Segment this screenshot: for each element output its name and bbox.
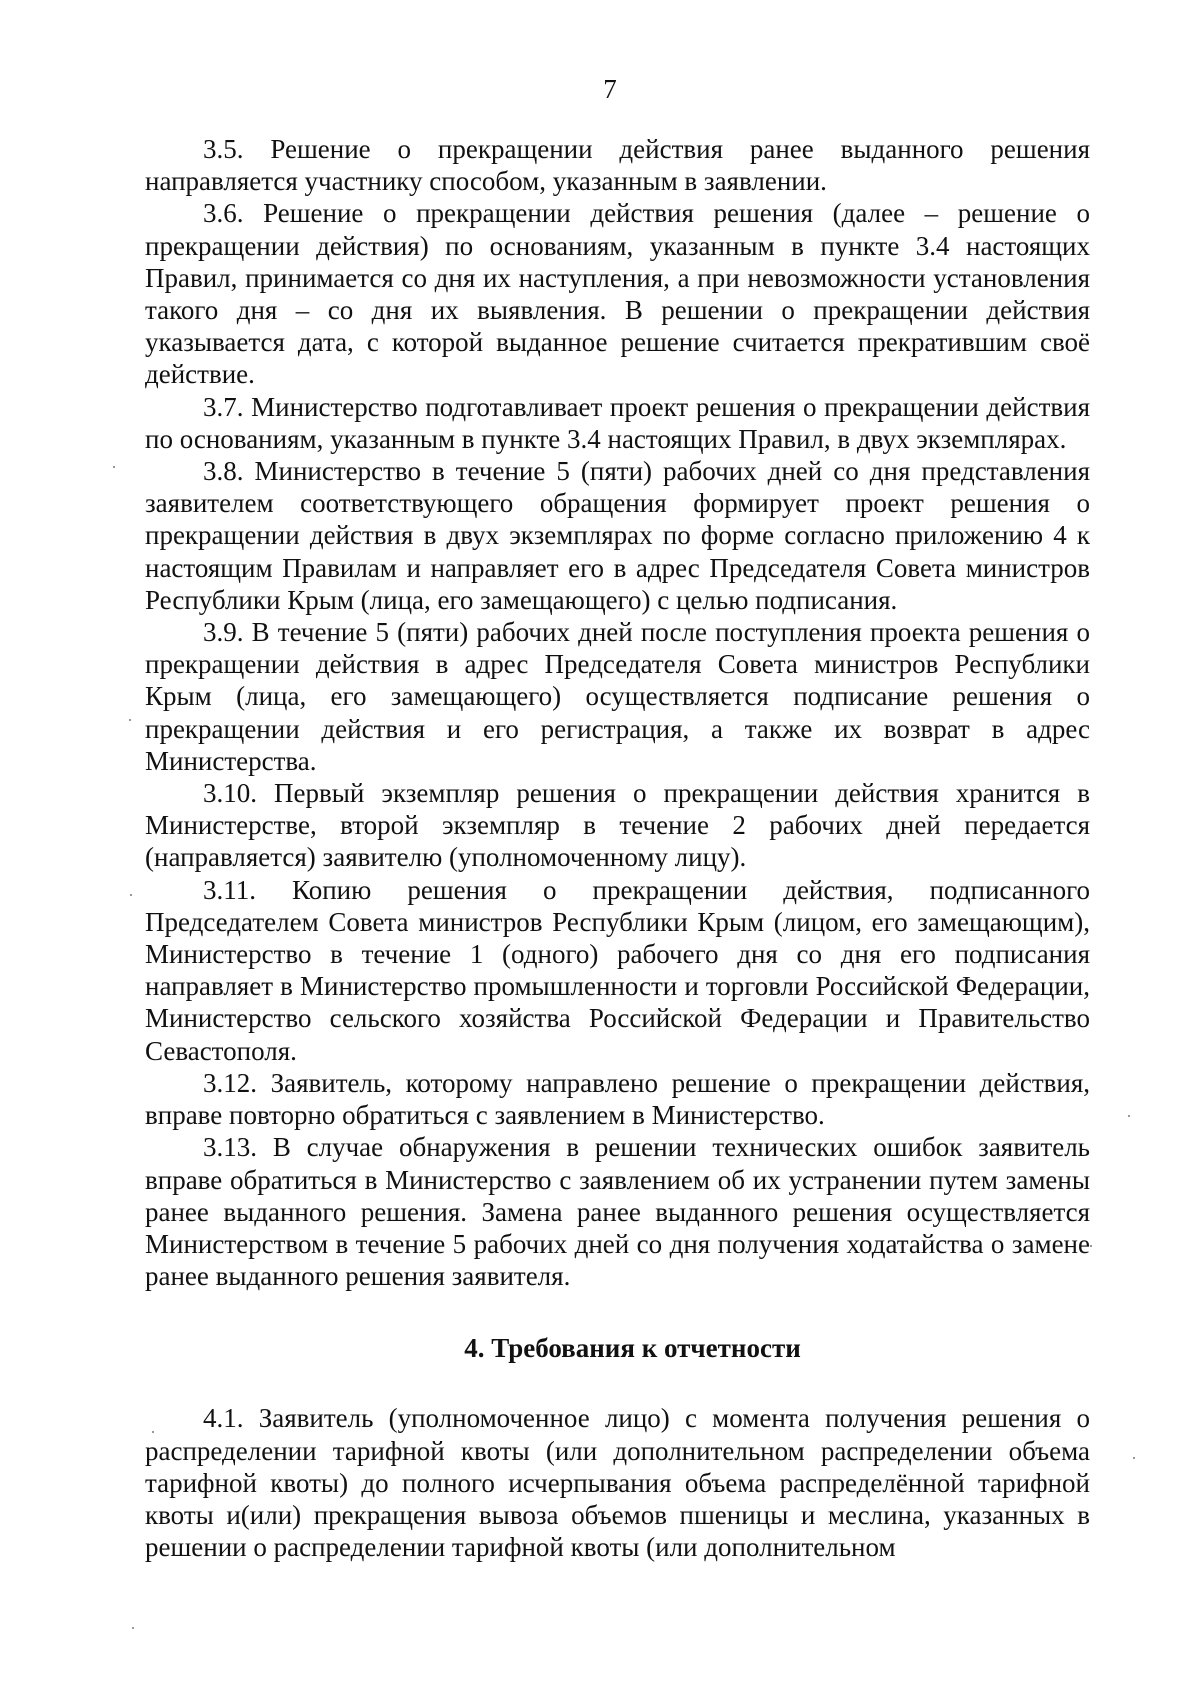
paragraph-3-6: 3.6. Решение о прекращении действия решения (далее – решение о прекращении действия) по основаниям, указанным в пункте 3.4 настоящих Правил, принимается со дня их наступления, а при невозможности установления такого дня – со дня их выявления. В решении о прекращении действия указывается дата, с которой выданное решение считается прекратившим своё действие.	[145, 198, 1090, 390]
paragraph-3-9: 3.9. В течение 5 (пяти) рабочих дней после поступления проекта решения о прекращении действия в адрес Председателя Совета министров Республики Крым (лица, его замещающего) осуществляется подписание решения о прекращении действия и его регистрация, а также их возврат в адрес Министерства.	[145, 617, 1090, 776]
scan-speck	[1133, 1457, 1135, 1459]
paragraph-3-12: 3.12. Заявитель, которому направлено решение о прекращении действия, вправе повторно обратиться с заявлением в Министерство.	[145, 1067, 1090, 1131]
paragraph-3-8: 3.8. Министерство в течение 5 (пяти) рабочих дней со дня представления заявителем соответствующего обращения формирует проект решения о прекращении действия в двух экземплярах по форме согласно приложению 4 к настоящим Правилам и направляет его в адрес Председателя Совета министров Республики Крым (лица, его замещающего) с целью подписания.	[145, 456, 1090, 615]
paragraph-3-7: 3.7. Министерство подготавливает проект решения о прекращении действия по основаниям, указанным в пункте 3.4 настоящих Правил, в двух экземплярах.	[145, 391, 1090, 454]
paragraph-3-5: 3.5. Решение о прекращении действия ранее выданного решения направляется участнику способом, указанным в заявлении.	[145, 134, 1090, 197]
scan-speck	[113, 466, 115, 468]
paragraph-4-1: 4.1. Заявитель (уполномоченное лицо) с момента получения решения о распределении тарифной квоты (или дополнительном распределении объема тарифной квоты) до полного исчерпывания объема распределённой тарифной квоты и(или) прекращения вывоза объемов пшеницы и меслина, указанных в решении о распределении тарифной квоты (или дополнительном	[145, 1403, 1090, 1563]
paragraph-3-10: 3.10. Первый экземпляр решения о прекращении действия хранится в Министерстве, второй экземпляр в течение 2 рабочих дней передается (направляется) заявителю (уполномоченному лицу).	[145, 778, 1090, 873]
page-number: 7	[603, 74, 617, 104]
section-4-heading: 4. Требования к отчетности	[464, 1333, 801, 1364]
paragraph-3-13: 3.13. В случае обнаружения в решении технических ошибок заявитель вправе обратиться в Министерство с заявлением об их устранении путем замены ранее выданного решения. Замена ранее выданного решения осуществляется Министерством в течение 5 рабочих дней со дня получения ходатайства о замене ранее выданного решения заявителя.	[145, 1132, 1090, 1292]
paragraph-3-11: 3.11. Копию решения о прекращении действия, подписанного Председателем Совета министров Республики Крым (лицом, его замещающим), Министерство в течение 1 (одного) рабочего дня со дня его подписания направляет в Министерство промышленности и торговли Российской Федерации, Министерство сельского хозяйства Российской Федерации и Правительство Севастополя.	[145, 874, 1090, 1066]
scan-speck	[132, 1627, 134, 1629]
document-body	[145, 133, 1090, 1563]
scan-speck	[1128, 1115, 1130, 1117]
scan-speck	[130, 894, 132, 896]
scan-speck	[129, 719, 131, 721]
scan-speck	[1090, 1245, 1092, 1247]
scan-speck	[152, 1431, 154, 1433]
